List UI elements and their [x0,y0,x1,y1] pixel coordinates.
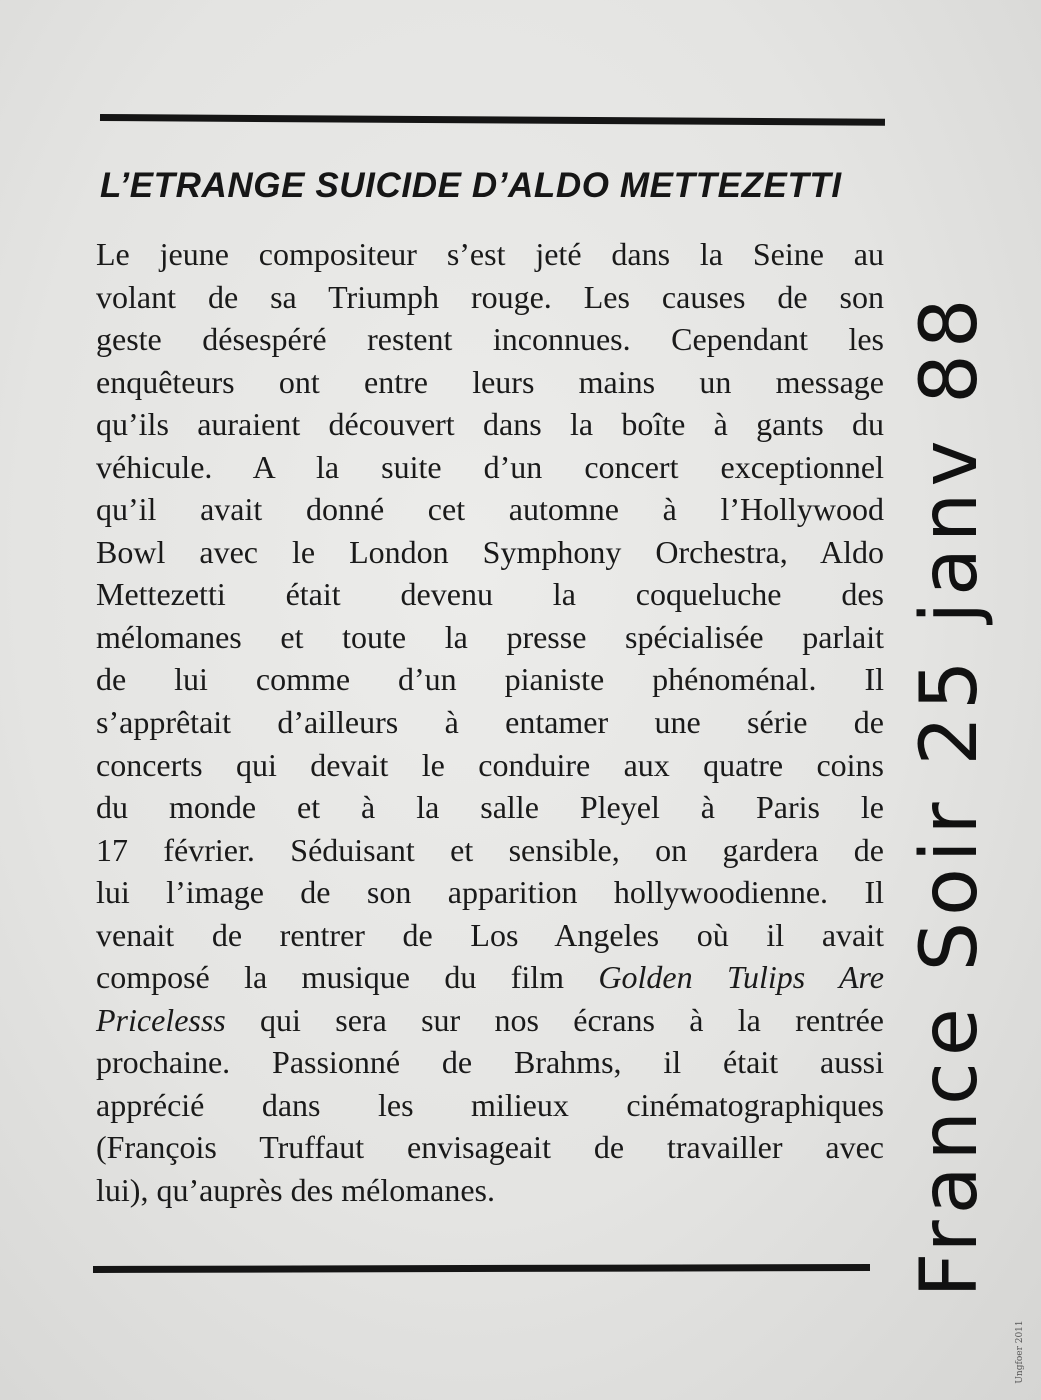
article-line [96,658,884,701]
article-text: véhicule. A la suite d’un concert exceptionnel [96,448,884,485]
article-line [96,233,884,276]
article-text: Bowl avec le London Symphony Orchestra, Aldo [96,533,884,570]
article-text: lui), qu’auprès des mélomanes. [96,1172,495,1209]
article-text: du monde et à la salle Pleyel à Paris le [96,789,884,826]
article-text: 17 février. Séduisant et sensible, on gardera de [96,831,884,868]
article-line [96,573,884,616]
article-line [96,786,884,829]
article-line [96,531,884,574]
article-text: geste désespéré restent inconnues. Cependant les [96,321,884,358]
article-line [96,361,884,404]
handwritten-annotation: France Soir 25 janv 88 [905,292,995,1298]
article-text: s’apprêtait d’ailleurs à entamer une série de [96,704,884,741]
article-line [96,446,884,489]
article-text: prochaine. Passionné de Brahms, il était aussi [96,1044,884,1081]
article-line [96,1084,884,1127]
article-line [96,956,884,999]
article-line [96,403,884,446]
article-text: qu’il avait donné cet automne à l’Hollywood [96,491,884,528]
article-text: qu’ils auraient découvert dans la boîte à gants du [96,406,884,443]
article-text: de lui comme d’un pianiste phénoménal. Il [96,661,884,698]
article-text: qui sera sur nos écrans à la rentrée [225,1001,884,1038]
article-line [96,1041,884,1084]
article-text: Le jeune compositeur s’est jeté dans la Seine au [96,236,884,272]
bottom-rule [93,1264,870,1273]
article-line [96,616,884,659]
article-line [96,1169,884,1212]
article-text: (François Truffaut envisageait de travailler avec [96,1129,884,1166]
article-line [96,829,884,872]
top-rule [100,114,885,126]
article-body [96,233,884,1212]
article-text: Mettezetti était devenu la coqueluche des [96,576,884,613]
article-line [96,276,884,319]
article-text: enquêteurs ont entre leurs mains un message [96,363,884,400]
article-text: composé la musique du film [96,959,599,996]
article-line [96,999,884,1042]
article-line [96,744,884,787]
article-text: mélomanes et toute la presse spécialisée parlait [96,618,884,655]
article-line [96,914,884,957]
article-headline: L’ETRANGE SUICIDE D’ALDO METTEZETTI [100,166,842,205]
article-line [96,871,884,914]
article-line [96,318,884,361]
article-text: venait de rentrer de Los Angeles où il avait [96,916,884,953]
article-text: apprécié dans les milieux cinématographiques [96,1086,884,1123]
article-text: concerts qui devait le conduire aux quatre coins [96,746,884,783]
artist-credit: Ungfoer 2011 [1015,1320,1025,1384]
film-title: Golden Tulips Are [598,959,885,996]
article-text: lui l’image de son apparition hollywoodienne. Il [96,874,884,911]
article-line [96,1126,884,1169]
article-line [96,488,884,531]
film-title: Pricelesss [96,1001,226,1038]
article-line [96,701,884,744]
article-text: volant de sa Triumph rouge. Les causes de son [96,278,884,315]
